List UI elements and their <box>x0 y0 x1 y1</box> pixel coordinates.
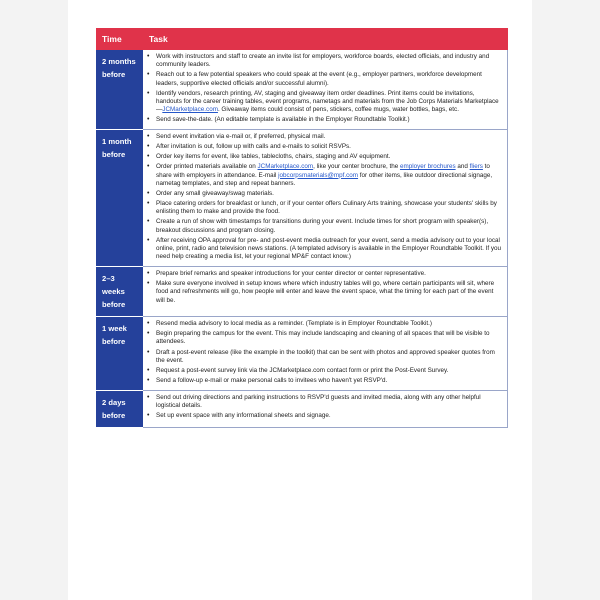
task-item <box>147 330 501 346</box>
task-cell <box>143 317 508 391</box>
task-text: Resend media advisory to local media as a reminder. (Template is in Employer Roundtable Toolkit.) <box>156 320 433 328</box>
time-cell: 2–3 weeks before <box>96 267 143 317</box>
task-link[interactable]: jobcorpsmaterials@mpf.com <box>278 171 359 179</box>
task-item <box>147 143 501 151</box>
task-item <box>147 280 501 305</box>
task-text: Send a follow-up e-mail or make personal calls to invitees who haven't yet RSVP'd. <box>156 376 388 384</box>
task-item <box>147 349 501 365</box>
task-list <box>147 270 501 305</box>
task-item <box>147 71 501 87</box>
task-text: After invitation is out, follow up with calls and e-mails to solicit RSVPs. <box>156 143 351 151</box>
header-time: Time <box>96 28 143 50</box>
task-text: Order any small giveaway/swag materials. <box>156 189 274 197</box>
task-item <box>147 270 501 278</box>
task-text: Prepare brief remarks and speaker introductions for your center director or center representative. <box>156 270 426 278</box>
table-row <box>96 391 508 428</box>
table-row <box>96 317 508 391</box>
table-header-row <box>96 28 508 50</box>
task-item <box>147 90 501 115</box>
task-text: Make sure everyone involved in setup knows where which industry tables will go, where certain participants will sit, where food and refreshments will go, how people will enter and leave the event space, what the timing for each part of the event will be. <box>156 280 495 304</box>
table-body <box>96 50 508 428</box>
task-link[interactable]: JCMarketplace.com <box>257 163 314 171</box>
page-margin-left <box>0 0 68 600</box>
task-text: After receiving OPA approval for pre- and post-event media outreach for your event, send a media advisory out to your local online, print, radio and television news stations. (A templated advisory is available in the Employer Roundtable Toolkit. If you need help creating a media list, let your regional MP&F contact know.) <box>156 236 502 261</box>
task-text: for other items, like outdoor directional signage, nametag templates, and step and repeat banners. <box>156 171 493 187</box>
task-item <box>147 133 501 141</box>
task-cell <box>143 130 508 267</box>
header-task: Task <box>143 28 508 50</box>
task-text: Create a run of show with timestamps for transitions during your event. Include times for short program with speaker(s), breakout discussions and program closing. <box>156 218 489 234</box>
task-item <box>147 367 501 375</box>
page-margin-right <box>532 0 600 600</box>
table-row <box>96 130 508 267</box>
time-cell: 1 week before <box>96 317 143 391</box>
task-text: Send save-the-date. (An editable template is available in the Employer Roundtable Toolkit.) <box>156 116 410 124</box>
task-text: Place catering orders for breakfast or lunch, or if your center offers Culinary Arts training, showcase your students' skills by enlisting them to make and provide the food. <box>156 200 497 216</box>
task-item <box>147 237 501 262</box>
task-text: Order printed materials available on <box>156 163 258 171</box>
task-text: Request a post-event survey link via the JCMarketplace.com contact form or print the Post-Event Survey. <box>156 366 449 374</box>
task-text: and <box>455 163 470 171</box>
task-text: Send out driving directions and parking instructions to RSVP'd guests and invited media, along with any other helpful logistical details. <box>156 394 481 410</box>
task-text: to share with employers in attendance. E-mail <box>156 163 490 179</box>
task-item <box>147 412 501 420</box>
time-cell: 2 days before <box>96 391 143 428</box>
task-text: . Giveaway items could consist of pens, stickers, coffee mugs, water bottles, bags, etc. <box>217 106 459 113</box>
task-item <box>147 53 501 69</box>
task-cell <box>143 267 508 317</box>
task-link[interactable]: JCMarketplace.com <box>162 106 218 113</box>
task-list <box>147 133 501 261</box>
task-text: , like your center brochure, the <box>313 163 400 171</box>
task-text: Work with instructors and staff to create an invite list for employers, workforce boards, elected officials, and industry and community leaders. <box>156 53 490 69</box>
task-item <box>147 200 501 216</box>
task-cell <box>143 391 508 428</box>
task-cell <box>143 50 508 130</box>
task-item <box>147 190 501 198</box>
task-text: Begin preparing the campus for the event. This may include landscaping and cleaning of all spaces that will be visible to attendees. <box>156 330 490 346</box>
task-text: Order key items for event, like tables, tablecloths, chairs, staging and AV equipment. <box>156 153 391 161</box>
task-text: Send event invitation via e-mail or, if preferred, physical mail. <box>156 133 326 141</box>
task-item <box>147 394 501 410</box>
task-list <box>147 53 501 124</box>
task-list <box>147 320 501 385</box>
task-item <box>147 218 501 234</box>
task-text: Identify vendors, research printing, AV, staging and giveaway item order deadlines. Print items could be invitations, handouts for the career training tables, event programs, nametags and materials from the Job Corps Materials Marketplace— <box>156 89 499 113</box>
time-cell: 2 months before <box>96 50 143 130</box>
task-item <box>147 116 501 124</box>
task-text: Set up event space with any informational sheets and signage. <box>156 412 331 420</box>
task-item <box>147 320 501 328</box>
table-row <box>96 50 508 130</box>
table-row <box>96 267 508 317</box>
task-text: Draft a post-event release (like the example in the toolkit) that can be sent with photos and approved speaker quotes from the event. <box>156 348 495 364</box>
event-timeline-table <box>96 28 508 428</box>
task-item <box>147 153 501 161</box>
task-item <box>147 163 501 188</box>
time-cell: 1 month before <box>96 130 143 267</box>
task-link[interactable]: fliers <box>469 163 483 171</box>
task-list <box>147 394 501 421</box>
task-item <box>147 377 501 385</box>
task-text: Reach out to a few potential speakers who could speak at the event (e.g., employer partners, workforce development leaders, supportive elected officials and/or successful alumni). <box>156 71 482 87</box>
task-link[interactable]: employer brochures <box>399 163 456 171</box>
